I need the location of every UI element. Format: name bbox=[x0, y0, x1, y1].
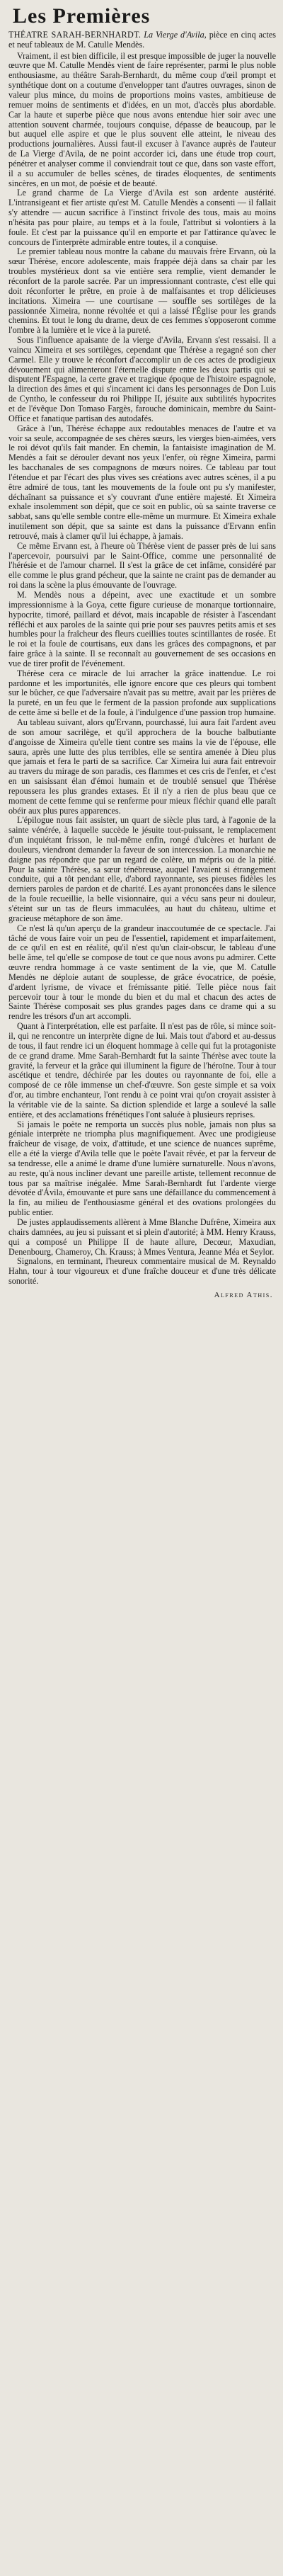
play-title: La Vierge d'Avila bbox=[144, 30, 204, 40]
article-body bbox=[8, 52, 276, 1287]
paragraph: Le premier tableau nous montre la cabane du mauvais frère Ervann, où la sœur Thérèse, encore adolescente, mais frappée déjà dans sa chair par les troubles mystérieux dont sa vie entière sera remplie, vient demander le réconfort de la parole sacrée. Par un impressionnant contraste, c'est elle qui doit réconforter le prêtre, en proie à de malfaisantes et trop délicieuses incitations. Ximeira — une courtisane — souffle ses sortilèges de la passionnée Ximeira, nonne révoltée et qui a laissé l'Église pour les grands chemins. Et tout le long du drame, deux de ces femmes s'opposeront comme l'ombre à la lumière et le vice à la pureté. bbox=[8, 246, 276, 336]
paragraph: M. Mendès nous a dépeint, avec une exactitude et un sombre impressionnisme à la Goya, cette figure curieuse de monarque tortionnaire, hypocrite, timoré, paillard et dévot, mais incapable de résister à l'ascendant réfléchi et aux paroles de la sainte qui prie pour ses pauvres petits amis et ses humbles pour la fraîcheur des fleurs cueillies toutes scintillantes de rosée. Et le roi et la foule de courtisans, eux dans les grâces des compagnons, et par faire grâce à la sainte. Il se reconnaît au gouvernement de ses occasions en vue de tirer profit de l'événement. bbox=[8, 590, 276, 668]
paragraph: Au tableau suivant, alors qu'Ervann, pourchassé, lui aura fait l'ardent aveu de son amour sacrilège, et qu'il approchera de la bouche balbutiante d'angoisse de Ximeira qu'elle tient contre ses mains la vie de l'épouse, elle saura, après une lutte des plus terribles, elle se sentira amenée à Dieu plus que jamais et fera le parti de sa sacrifice. Car Ximeira lui aura fait entrevoir au travers du mirage de son paradis, ces flammes et ces cris de l'enfer, et c'est en un saisissant élan d'émoi humain et de troublé sensuel que Thérèse repoussera les plus grandes extases. Et il n'y a rien de plus beau que ce moment de cette femme qui se renferme pour mieux fléchir quand elle paraît obéir aux plus pures apparences. bbox=[8, 717, 276, 816]
paragraph: Quant à l'interprétation, elle est parfaite. Il n'est pas de rôle, si mince soit-il, qui ne rencontre un interprète digne de lui. Mais tout d'abord et au-dessus de tous, il faut rendre ici un éloquent hommage à celle qui fut la protagoniste de ce grand drame. Mme Sarah-Bernhardt fut la sainte Thérèse avec toute la gravité, la ferveur et la grâce qui illuminent la figure de l'héroïne. Tour à tour ascétique et tendre, déchirée par les doutes ou rayonnante de foi, elle a composé de ce rôle immense un chef-d'œuvre. Son geste simple et sa voix d'or, au timbre enchanteur, l'ont rendu à ce point vrai qu'on croyait assister à la véritable vie de la sainte. Sa diction splendide et large a soulevé la salle entière, et des acclamations frénétiques l'ont saluée à plusieurs reprises. bbox=[8, 1021, 276, 1119]
paragraph: Thérèse cera ce miracle de lui arracher la grâce inattendue. Le roi pardonne et les importunités, elle ignore encore que ces pleurs qui tombent sur le bûcher, ce que l'adversaire n'avait pas su mettre, avait par les prières de la pureté, en un feu que le ferment de la passion profonde aux supplications de cette âme si belle et de la foule, à l'indulgence d'une passion trop humaine. bbox=[8, 668, 277, 718]
paragraph: Signalons, en terminant, l'heureux commentaire musical de M. Reynaldo Hahn, tour à tour vigoureux et d'une fraîche douceur et d'une très délicate sonorité. bbox=[8, 1256, 276, 1287]
paragraph: Vraiment, il est bien difficile, il est presque impossible de juger la nouvelle œuvre que M. Catulle Mendès vient de faire représenter, parmi le plus noble enthousiasme, au théâtre Sarah-Bernhardt, du même coup d'œil prompt et synthétique dont on a coutume d'envelopper tant d'autres ouvrages, sinon de valeur plus mince, du moins de proportions moins vastes, ambitieuse de remuer moins de sentiments et d'idées, en un mot, d'accès plus abordable. Car la haute et superbe pièce que nous avons entendue hier soir avec une attention souvent charmée, toujours conquise, dépasse de beaucoup, par le but auquel elle aspire et que le plus souvent elle atteint, le niveau des productions journalières. Aussi faut-il excuser à l'avance auprès de l'auteur de La Vierge d'Avila, de ne point accorder ici, dans une étude trop court, pénétrer et analyser comme il conviendrait tout ce que, dans son vaste effort, il a su accumuler de belles scènes, de tirades éloquentes, de sentiments sincères, en un mot, de poésie et de beauté. bbox=[8, 50, 276, 188]
theatre-heading bbox=[8, 30, 276, 50]
paragraph: Grâce à l'un, Thérèse échappe aux redoutables menaces de l'autre et va voir sa seule, accompagnée de ses chères sœurs, les vierges bien-aimées, vers le roi dévot qu'ils fait mander. En chemin, la fantaisiste imagination de M. Mendès a fait se dérouler devant nos yeux l'enfer, où règne Ximeira, parmi les bacchanales de ses compagnons de mœurs noires. Ce tableau par tout l'étendue et par l'écart des plus vives ses créations avec autres scènes, il a pu être admiré de tous, tant les mouvements de la foule ont pu s'y manifester, déchaînant sa puissance et s'y couvrant d'une entière majesté. Et Ximeira exhale insolemment son dépit, que ce soit en public, où sa sainte traverse ce sabbat, sans qu'elle semble contre elle-même un murmure. Et Ximeira exhale inutilement son dépit, que sa sainte est dans la puissance d'Ervann enfin retrouvé, mais à clamer qu'il lui échappe, à jamais. bbox=[8, 423, 276, 541]
paragraph: De justes applaudissements allèrent à Mme Blanche Dufrêne, Ximeira aux chairs damnées, au jeu si puissant et si plein d'autorité; à MM. Henry Krauss, qui a composé un Philippe II de haute allure, Decœur, Maxudian, Denenbourg, Chameroy, Ch. Krauss; à Mmes Ventura, Jeanne Méa et Seylor. bbox=[8, 1217, 276, 1257]
author-signature: Alfred Athis. bbox=[214, 1290, 273, 1299]
paragraph: L'épilogue nous fait assister, un quart de siècle plus tard, à l'agonie de la sainte vénérée, à laquelle succède le jésuite tout-puissant, le remplacement d'un inquiétant frisson, le nul-même enfin, rongé d'ulcères et hurlant de douleurs, viendront demander la faveur de son intercession. La monarchie ne daigne pas répondre que par un regard de colère, un mépris ou de la pitié. Pour la sainte Thérèse, sa sœur ténébreuse, auquel l'avaient si étrangement conduite, qui a tôt pendant elle, d'abord rayonnante, ses pieuses fidèles les derniers paroles de pardon et de charité. Les ayant prononcées dans le silence de la foule recueillie, la belle visionnaire, qui a vécu sans peur ni douleur, s'éteint sur un tas de fleurs immaculées, au haut du château, ultime et gracieuse métaphore de son âme. bbox=[8, 815, 276, 923]
paragraph: Sous l'influence apaisante de la vierge d'Avila, Ervann s'est ressaisi. Il a vaincu Ximeira et ses sortilèges, cependant que Thérèse a regagné son cher Carmel. Elle y trouve le réconfort d'accomplir un de ces actes de prodigieux dévouement qui alimenteront l'éternelle dispute entre les deux partis qui se disputent l'Espagne, la certe grave et tragique époque de l'histoire espagnole, la direction des âmes et qui s'incarnent ici dans les personnages de Don Luis de Cyntho, le confesseur du roi Philippe II, jésuite aux subtilités hypocrites et de l'évêque Don Tomaso Fargès, farouche dominicain, membre du Saint-Office et fanatique partisan des autodafés. bbox=[8, 335, 276, 423]
paragraph: Ce même Ervann est, à l'heure où Thérèse vient de passer près de lui sans l'apercevoir, poursuivi par le Saint-Office, comme une personnalité de l'hérésie et de l'amour charnel. Il s'est la grâce de cet infâme, considéré par elle comme le plus grand pécheur, que la sainte ne craint pas de demander au roi dans la scène la plus émouvante de l'ouvrage. bbox=[8, 540, 276, 591]
play-description: , pièce en cinq actes et neuf tableaux de M. Catulle Mendès. bbox=[8, 30, 277, 50]
article-title: Les Premières bbox=[13, 4, 151, 28]
theatre-name: THÉATRE SARAH-BERNHARDT. bbox=[8, 30, 142, 40]
paragraph: Si jamais le poète ne remporta un succès plus noble, jamais non plus sa géniale interprète ne triompha plus magnifiquement. Avec une prodigieuse fraîcheur de visage, de voix, d'attitude, et une science de nuances suprême, elle a été la vierge d'Avila telle que le poète l'avait rêvée, et par la ferveur de sa tendresse, elle a animé le drame d'une lumière surnaturelle. Nous n'avons, au reste, qu'à nous incliner devant une pareille artiste, tellement reconnue de tous par sa maîtrise inégalée. Mme Sarah-Bernhardt fut l'ardente vierge dévotée d'Ávila, émouvante et pure sans une défaillance du commencement à la fin, au milieu de l'enthousiasme général et des ovations prolongées du public entier. bbox=[8, 1119, 276, 1218]
paragraph: Ce n'est là qu'un aperçu de la grandeur inaccoutumée de ce spectacle. J'ai tâché de vous faire voir un peu de l'essentiel, rapidement et imparfaitement, de ce qu'il en est en réalité, qu'il n'est qu'un clair-obscur, le tableau d'une belle âme, tel qu'elle se compose de tout ce que nous avons pu admirer. Cette œuvre rendra hommage à ce vaste sentiment de la vie, que M. Catulle Mendès ne déploie autant de souplesse, de grâce évocatrice, de poésie, d'ardent lyrisme, de vivace et frémissante pitié. Telle pièce nous fait percevoir tour à tour le monde du bien et du mal et chacun des actes de Sainte Thérèse composait ses plus grandes pages dans ce drame qui a su rendre les trésors d'un art accompli. bbox=[8, 923, 276, 1022]
paragraph: Le grand charme de La Vierge d'Avila est son ardente austérité. L'intransigeant et fier artiste qu'est M. Catulle Mendès a consenti — il fallait s'y attendre — aucun sacrifice à l'instinct frivole des tous, mais au moins n'hésita pas pour plaire, au temps et à la foule, l'attribut si volontiers à la foule. Et c'est par la puissance qu'il en emporte et par l'attirance qu'avec le concours de l'interprète admirable entre toutes, il a conquise. bbox=[8, 188, 276, 247]
